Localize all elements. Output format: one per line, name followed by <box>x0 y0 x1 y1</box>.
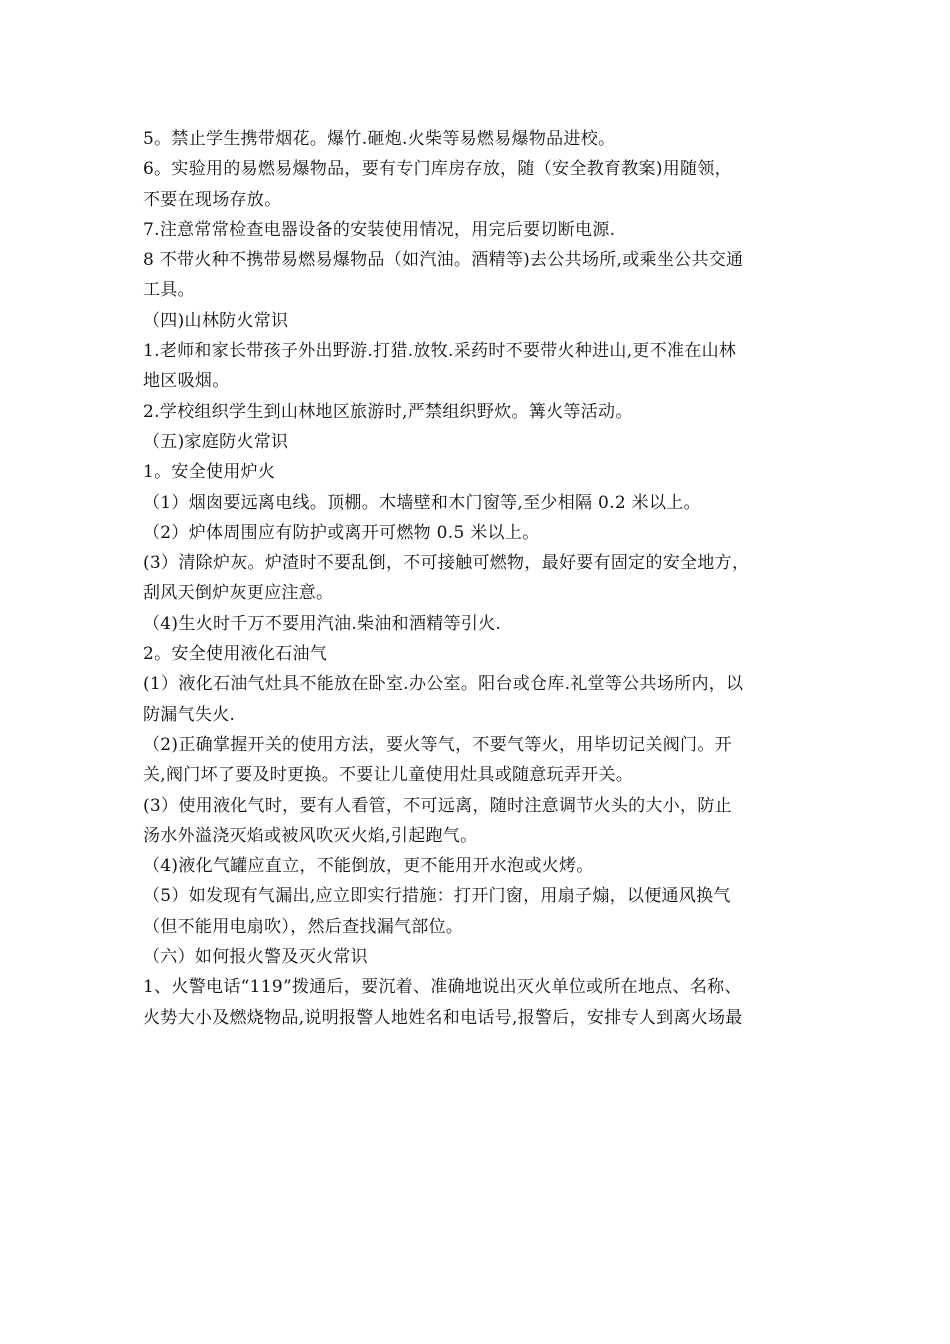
text-line: (3）使用液化气时，要有人看管，不可远离，随时注意调节火头的大小，防止 <box>143 795 732 816</box>
text-line: （4)生火时千万不要用汽油.柴油和酒精等引火. <box>143 613 502 634</box>
text-line: （2）炉体周围应有防护或离开可燃物 0.5 米以上。 <box>143 522 540 543</box>
text-line: 1.老师和家长带孩子外出野游.打猎.放牧.采药时不要带火种进山,更不准在山林 <box>143 341 737 362</box>
document-body <box>143 124 813 1033</box>
text-line: 2.学校组织学生到山林地区旅游时,严禁组织野炊。篝火等活动。 <box>143 401 633 422</box>
text-line: 1、火警电话“119”拨通后，要沉着、准确地说出灭火单位或所在地点、名称、 <box>143 977 742 998</box>
text-line: 地区吸烟。 <box>143 371 230 392</box>
text-line: （4)液化气罐应直立，不能倒放，更不能用开水泡或火烤。 <box>143 856 594 877</box>
section-heading: （四)山林防火常识 <box>143 310 289 331</box>
text-line: （1）烟囱要远离电线。顶棚。木墙壁和木门窗等,至少相隔 0.2 米以上。 <box>143 492 701 513</box>
text-line: （2)正确掌握开关的使用方法，要火等气，不要气等火，用毕切记关阀门。开 <box>143 734 732 755</box>
text-line: 不要在现场存放。 <box>143 189 282 210</box>
text-line: （但不能用电扇吹），然后查找漏气部位。 <box>143 916 464 937</box>
text-line: (1）液化石油气灶具不能放在卧室.办公室。阳台或仓库.礼堂等公共场所内，以 <box>143 674 744 695</box>
text-line: 防漏气失火. <box>143 704 236 725</box>
text-line: 关,阀门坏了要及时更换。不要让儿童使用灶具或随意玩弄开关。 <box>143 765 634 786</box>
text-line: 6。实验用的易燃易爆物品，要有专门库房存放，随（安全教育教案)用随领， <box>143 159 732 180</box>
text-line: 7.注意常常检查电器设备的安装使用情况，用完后要切断电源. <box>143 219 616 240</box>
text-line: 5。禁止学生携带烟花。爆竹.砸炮.火柴等易燃易爆物品进校。 <box>143 129 616 149</box>
section-heading: （六）如何报火警及灭火常识 <box>143 947 368 968</box>
text-line: 工具。 <box>143 280 195 301</box>
text-line: （5）如发现有气漏出,应立即实行措施：打开门窗，用扇子煽，以便通风换气 <box>143 886 731 907</box>
text-line: 1。安全使用炉火 <box>143 462 276 483</box>
text-line: (3）清除炉灰。炉渣时不要乱倒，不可接触可燃物，最好要有固定的安全地方， <box>143 553 750 574</box>
text-line: 刮风天倒炉灰更应注意。 <box>143 583 334 604</box>
text-line: 2。安全使用液化石油气 <box>143 644 328 665</box>
text-line: 汤水外溢浇灭焰或被风吹灭火焰,引起跑气。 <box>143 825 478 846</box>
section-heading: （五)家庭防火常识 <box>143 431 289 452</box>
text-line: 火势大小及燃烧物品,说明报警人地姓名和电话号,报警后，安排专人到离火场最 <box>143 1007 743 1028</box>
text-line: 8 不带火种不携带易燃易爆物品（如汽油。酒精等)去公共场所,或乘坐公共交通 <box>143 250 744 271</box>
